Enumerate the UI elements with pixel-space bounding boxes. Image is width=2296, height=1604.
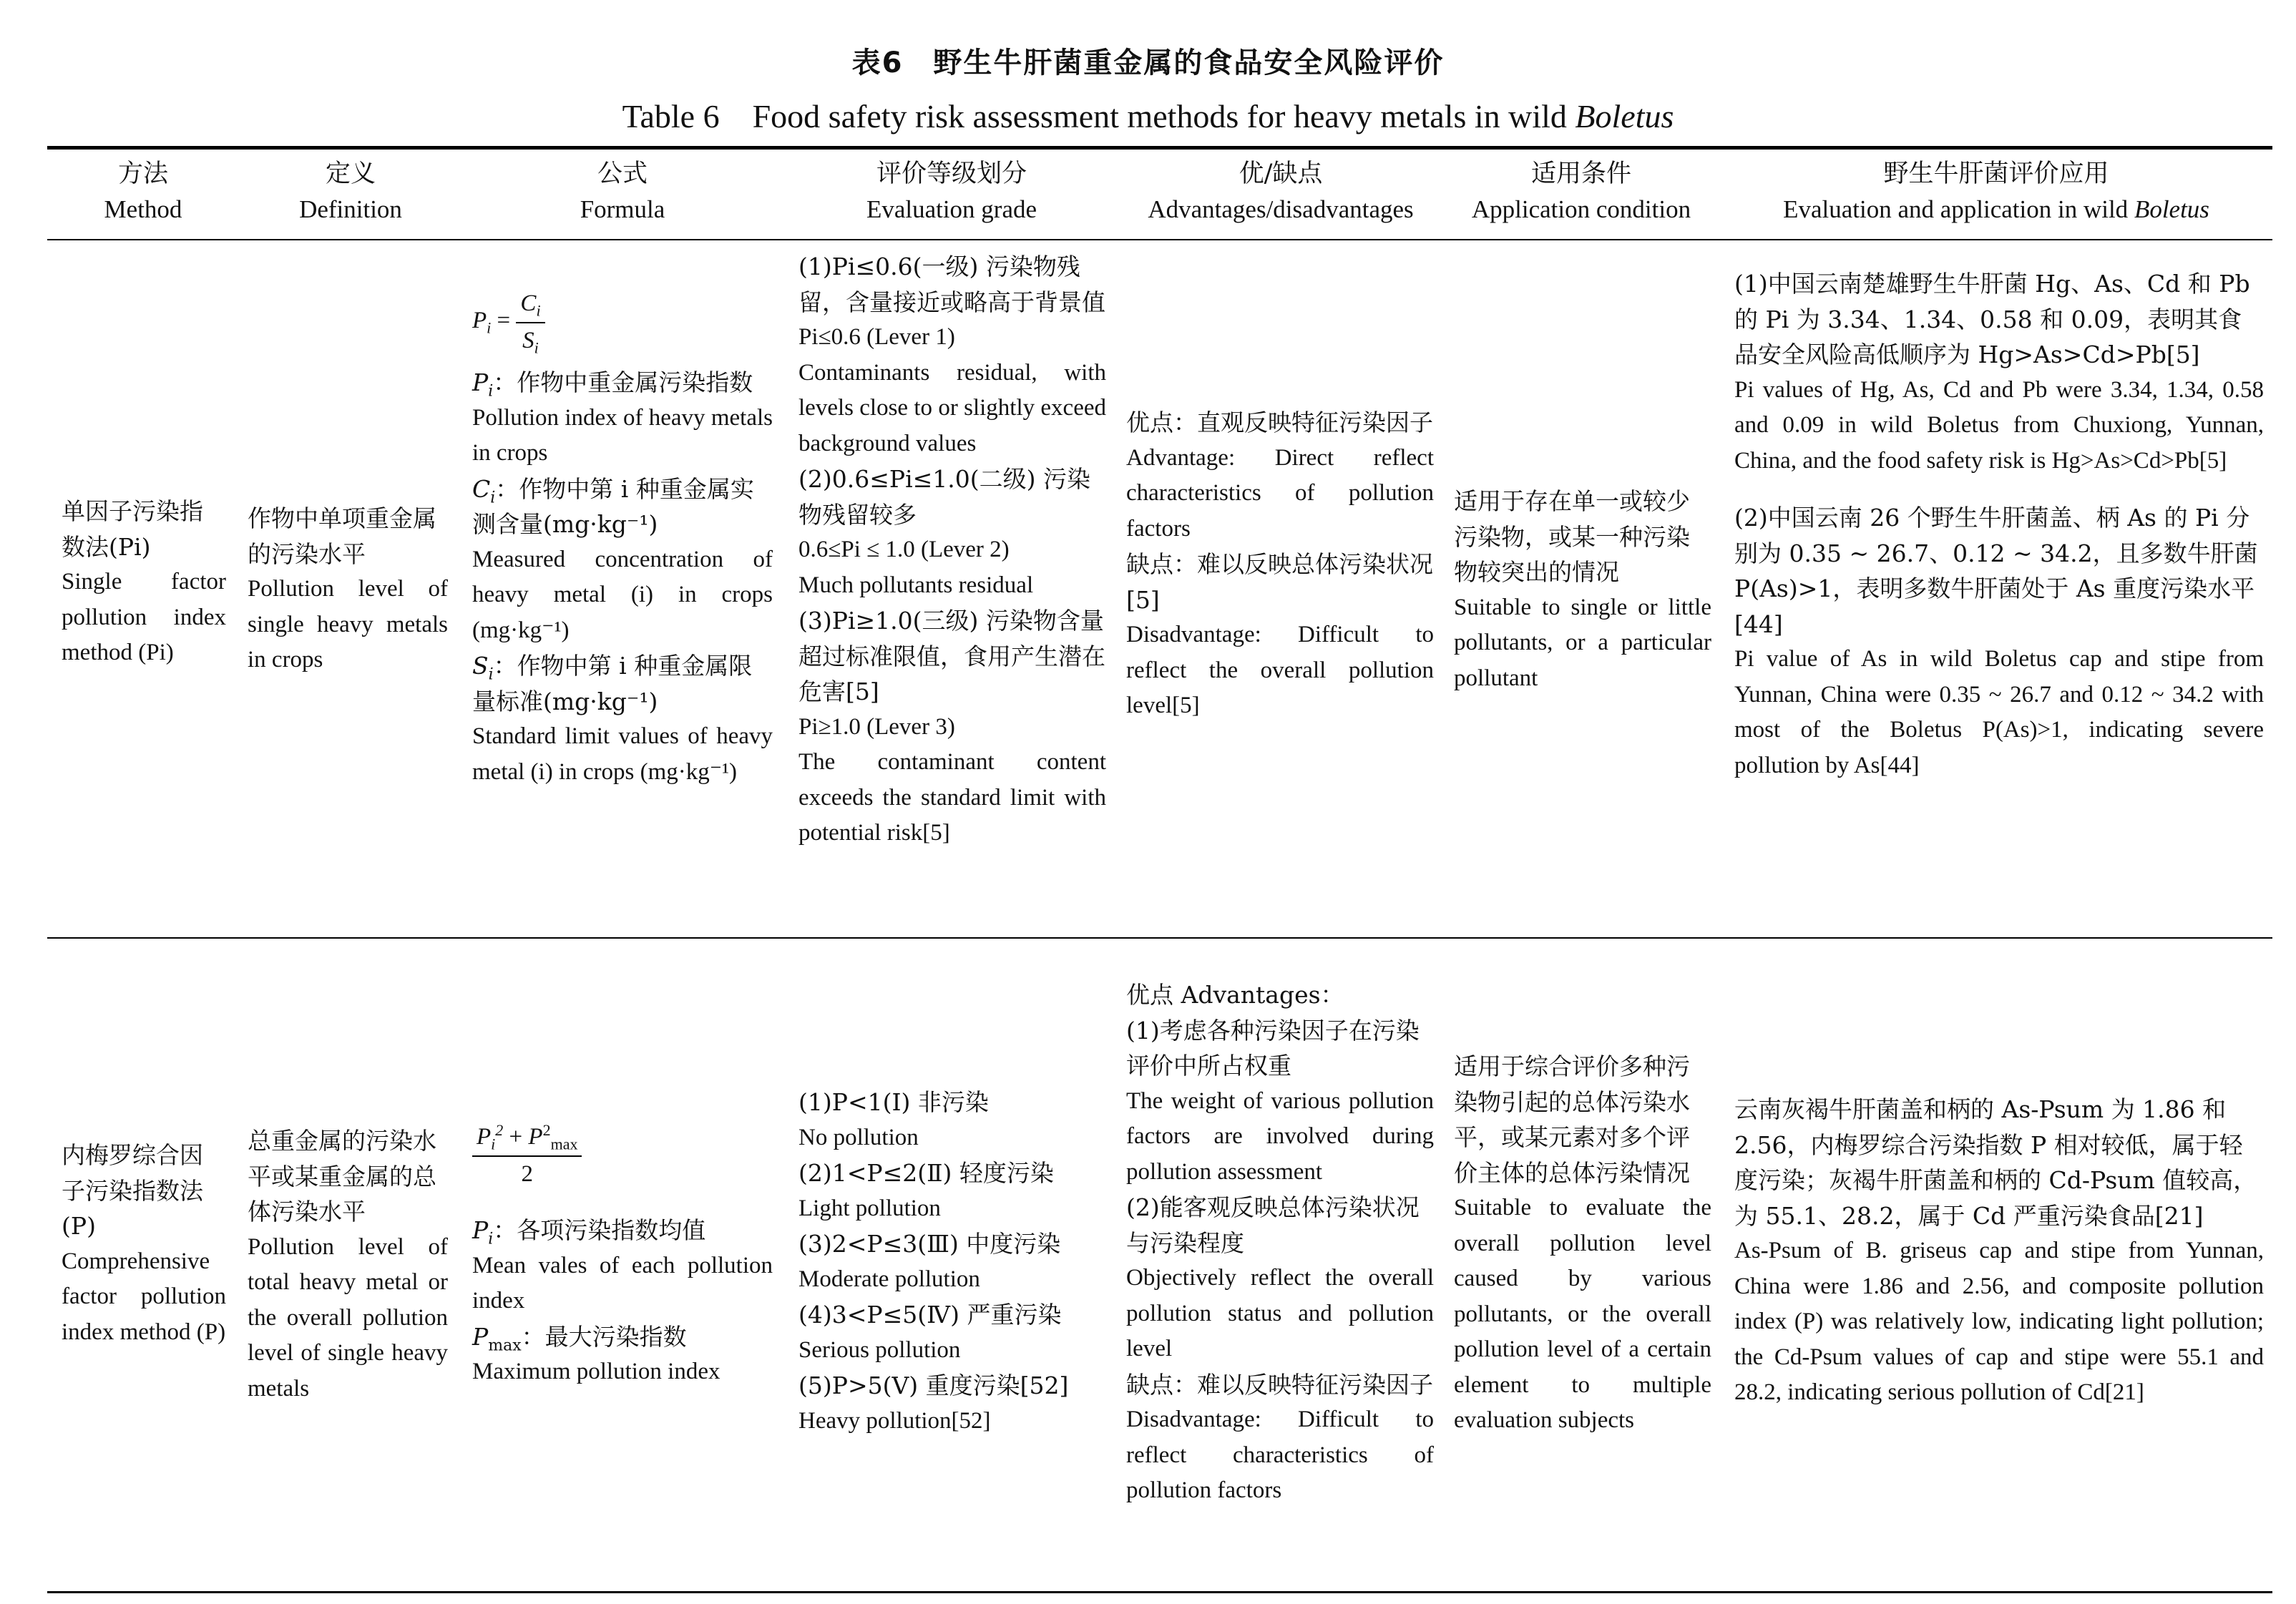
row1-formula: $P_i$ = $\frac{C_i}{S_i}$ $P_i$：作物中重金属污染指数 Pollution index of heavy metals in crops $C_i$：作物中第 i 种重金属实测含量(mg·kg⁻¹) Measured concentration of heavy metal (i) in crops (mg·kg⁻¹) $S_i$：作物中第 i 种重金属限量标准(mg·kg⁻¹) Standard limit values of heavy metal (i) in crops (mg·kg⁻¹) [472,286,773,790]
row1-method: 单因子污染指数法(Pi) Single factor pollution index method (Pi) [62,497,226,665]
row1-advantages: 优点：直观反映特征污染因子 Advantage: Direct reflect characteristics of pollution factors 缺点：难以反映总体污染状况[5] Disadvantage: Difficult to reflect the overall pollution level[5] [1126,409,1434,718]
bottom-rule [47,1591,2272,1593]
row-divider [47,937,2272,939]
header-rule [47,239,2272,240]
header-evaluation-grade: 评价等级划分 Evaluation grade [866,160,1037,223]
row2-grade: (1)P<1(Ⅰ) 非污染 No pollution (2)1<P≤2(Ⅱ) 轻度污染 Light pollution (3)2<P≤3(Ⅲ) 中度污染 Moderate pollution (4)3<P≤5(Ⅳ) 严重污染 Serious pollution (5)P>5(Ⅴ) 重度污染[52] Heavy pollution[52] [798,1088,1069,1434]
header-advantages: 优/缺点 Advantages/disadvantages [1148,160,1414,223]
row1-formula-expression: $P_i$ = $\frac{C_i}{S_i}$ [472,286,773,365]
header-formula: 公式 Formula [580,160,665,223]
header-definition: 定义 Definition [299,160,402,223]
row2-method: 内梅罗综合因子污染指数法(P) Comprehensive factor pollution index method (P) [62,1141,226,1345]
header-application-condition: 适用条件 Application condition [1471,160,1691,223]
table-title-cn: 表6 野生牛肝菌重金属的食品安全风险评价 [851,47,1445,79]
table-title-en: Table 6 Food safety risk assessment methods for heavy metals in wild Boletus [622,98,1674,135]
row2-formula: $\frac{P_i^2 + P^2_{max}}{2}$ $P_i$：各项污染指数均值 Mean vales of each pollution index $P_{max}$：最大污染指数 Maximum pollution index [472,1121,773,1384]
row2-definition: 总重金属的污染水平或某重金属的总体污染水平 Pollution level of total heavy metal or the overall pollution level of single heavy metals [248,1127,448,1402]
top-rule [47,146,2272,150]
row1-definition: 作物中单项重金属的污染水平 Pollution level of single heavy metals in crops [248,504,448,673]
row1-condition: 适用于存在单一或较少污染物，或某一种污染物较突出的情况 Suitable to single or little pollutants, or a particular pollutant [1454,487,1711,691]
row1-application: (1)中国云南楚雄野生牛肝菌 Hg、As、Cd 和 Pb 的 Pi 为 3.34、1.34、0.58 和 0.09，表明其食品安全风险高低顺序为 Hg>As>Cd>Pb[5] Pi values of Hg, As, Cd and Pb were 3.34, 1.34, 0.58 and 0.09 in wild Boletus from Chuxiong, Yunnan, China, and the food safety risk is Hg>As>Cd>Pb[5] (2)中国云南 26 个野生牛肝菌盖、柄 As 的 Pi 分别为 0.35 ~ 26.7、0.12 ~ 34.2，且多数牛肝菌 P(As)>1，表明多数牛肝菌处于 As 重度污染水平[44] Pi value of As in wild Boletus cap and stipe from Yunnan, China were 0.35 ~ 26.7 and 0.12 ~ 34.2 with most of the Boletus P(As)>1, indicating severe pollution by As[44] [1734,270,2264,778]
row2-condition: 适用于综合评价多种污染物引起的总体污染水平，或某元素对多个评价主体的总体污染情况 Suitable to evaluate the overall pollution level caused by various pollutants, or the overall pollution level of a certain element to multiple evaluation subjects [1454,1052,1711,1433]
row1-grade: (1)Pi≤0.6(一级) 污染物残留，含量接近或略高于背景值 Pi≤0.6 (Lever 1) Contaminants residual, with levels close to or slightly exceed background values (2)0.6≤Pi≤1.0(二级) 污染物残留较多 0.6≤Pi ≤ 1.0 (Lever 2) Much pollutants residual (3)Pi≥1.0(三级) 污染物含量超过标准限值，食用产生潜在危害[5] Pi≥1.0 (Lever 3) The contaminant content exceeds the standard limit with potential risk[5] [798,253,1106,846]
row2-advantages: 优点 Advantages： (1)考虑各种污染因子在污染评价中所占权重 The weight of various pollution factors are involved during pollution assessment (2)能客观反映总体污染状况与污染程度 Objectively reflect the overall pollution status and pollution level 缺点：难以反映特征污染因子 Disadvantage: Difficult to reflect characteristics of pollution factors [1126,981,1434,1503]
header-method: 方法 Method [104,160,182,223]
header-evaluation-application: 野生牛肝菌评价应用 Evaluation and application in wild Boletus [1783,160,2209,223]
row2-application: 云南灰褐牛肝菌盖和柄的 As-Psum 为 1.86 和 2.56，内梅罗综合污染指数 P 相对较低，属于轻度污染；灰褐牛肝菌盖和柄的 Cd-Psum 值较高，为 55.1、28.2，属于 Cd 严重污染食品[21] As-Psum of B. griseus cap and stipe from Yunnan, China were 1.86 and 2.56, and composite pollution index (P) was relatively low, indicating light pollution; the Cd-Psum values of cap and stipe were 55.1 and 28.2, indicating serious pollution of Cd[21] [1734,1095,2264,1405]
row2-formula-expression: $\frac{P_i^2 + P^2_{max}}{2}$ [472,1120,773,1213]
